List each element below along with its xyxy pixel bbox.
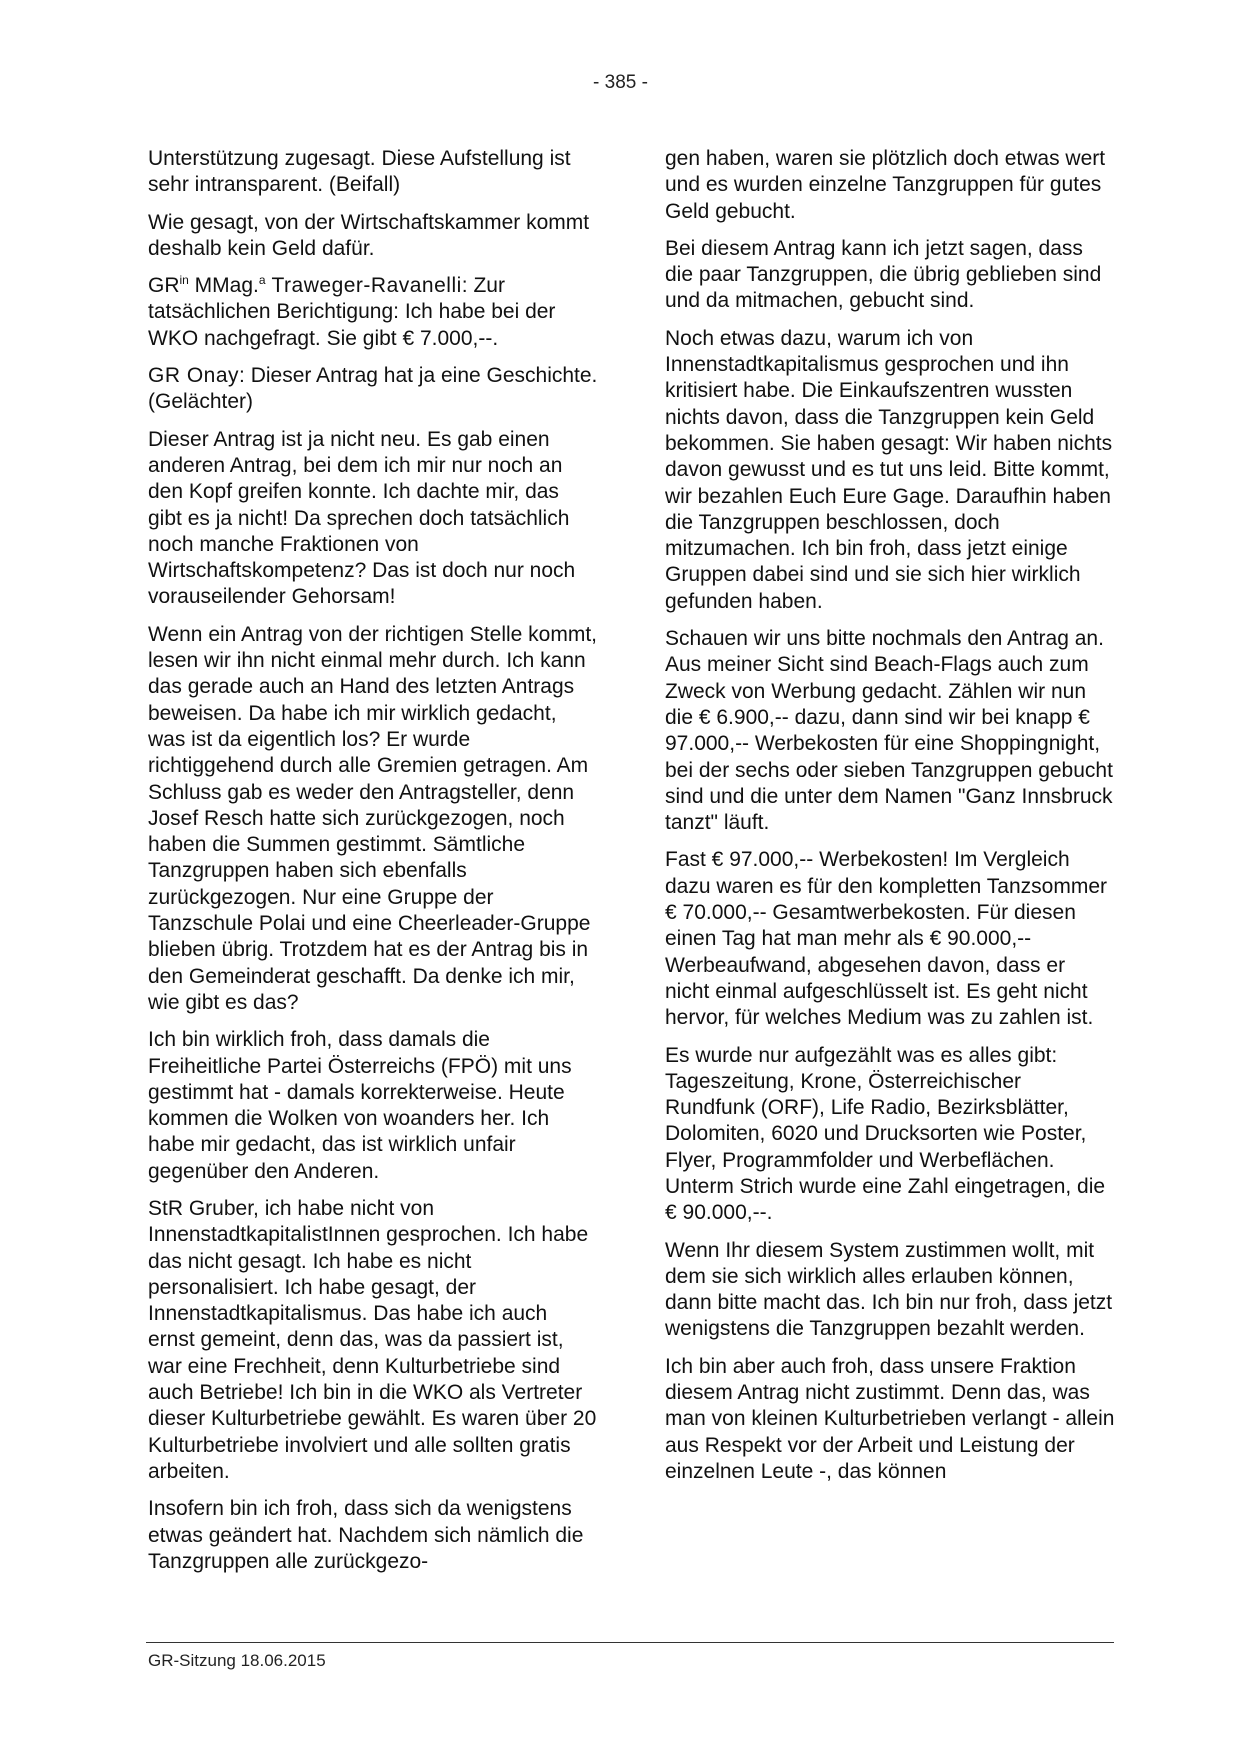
paragraph: Insofern bin ich froh, dass sich da wenigstens etwas geändert hat. Nachdem sich nämlich die Tanzgruppen alle zurückgezo- <box>148 1497 584 1573</box>
paragraph: Ich bin aber auch froh, dass unsere Fraktion diesem Antrag nicht zustimmt. Denn das, was man von kleinen Kulturbetrieben verlangt - allein aus Respekt vor der Arbeit und Leistung der einzelnen Leute -, das können <box>665 1354 1115 1483</box>
speaker-title-sup: a <box>258 273 266 288</box>
paragraph: Fast € 97.000,-- Werbekosten! Im Vergleich dazu waren es für den kompletten Tanzsommer € 70.000,-- Gesamtwerbekosten. Für diesen einen Tag hat man mehr als € 90.000,-- Werbeaufwand, abgesehen davon, dass er nicht einmal aufgeschlüsselt ist. Es geht nicht hervor, für welches Medium was zu zahlen ist. <box>665 848 1108 1030</box>
speech-text: : Zur tatsächlichen Berichtigung: Ich habe bei der WKO nachgefragt. Sie gibt € 7.000,--. <box>148 274 556 350</box>
speaker-title: MMag. <box>188 274 259 298</box>
paragraph: Bei diesem Antrag kann ich jetzt sagen, dass die paar Tanzgruppen, die übrig geblieben sind und da mitmachen, gebucht sind. <box>665 236 1102 313</box>
speaker-name: GR Onay <box>148 364 240 388</box>
speaker-prefix: GR <box>148 274 180 298</box>
speaker-name: Traweger-Ravanelli <box>265 274 462 298</box>
paragraph: Unterstützung zugesagt. Diese Aufstellung ist sehr intransparent. (Beifall) <box>148 147 571 197</box>
paragraph: Es wurde nur aufgezählt was es alles gibt: Tageszeitung, Krone, Österreichischer Rundfunk (ORF), Life Radio, Bezirksblätter, Dolomiten, 6020 und Drucksorten wie Poster, Flyer, Programmfolder und Werbeflächen. Unterm Strich wurde eine Zahl eingetragen, die € 90.000,--. <box>665 1043 1106 1225</box>
right-column <box>665 146 1115 1496</box>
paragraph: Ich bin wirklich froh, dass damals die Freiheitliche Partei Österreichs (FPÖ) mit uns gestimmt hat - damals korrekterweise. Heute kommen die Wolken von woanders her. Ich habe mir gedacht, das ist wirklich unfair gegenüber den Anderen. <box>148 1028 572 1183</box>
paragraph: Wenn ein Antrag von der richtigen Stelle kommt, lesen wir ihn nicht einmal mehr durch. Ich kann das gerade auch an Hand des letzten Antrags beweisen. Da habe ich mir wirklich gedacht, was ist da eigentlich los? Er wurde richtiggehend durch alle Gremien getragen. Am Schluss gab es weder den Antragsteller, denn Josef Resch hatte sich zurückgezogen, noch haben die Summen gestimmt. Sämtliche Tanzgruppen haben sich ebenfalls zurückgezogen. Nur eine Gruppe der Tanzschule Polai und eine Cheerleader-Gruppe blieben übrig. Trotzdem hat es der Antrag bis in den Gemeinderat geschafft. Da denke ich mir, wie gibt es das? <box>148 622 598 1014</box>
left-column <box>148 146 598 1586</box>
paragraph: Noch etwas dazu, warum ich von Innenstadtkapitalismus gesprochen und ihn kritisiert habe. Die Einkaufszentren wussten nichts davon, dass die Tanzgruppen kein Geld bekommen. Sie haben gesagt: Wir haben nichts davon gewusst und es tut uns leid. Bitte kommt, wir bezahlen Euch Eure Gage. Daraufhin haben die Tanzgruppen beschlossen, doch mitzumachen. Ich bin froh, dass jetzt einige Gruppen dabei sind und sie sich hier wirklich gefunden haben. <box>665 326 1113 613</box>
paragraph: Wenn Ihr diesem System zustimmen wollt, mit dem sie sich wirklich alles erlauben können, dann bitte macht das. Ich bin nur froh, dass jetzt wenigstens die Tanzgruppen bezahlt werden. <box>665 1238 1113 1341</box>
footer-session-date: GR-Sitzung 18.06.2015 <box>148 1651 326 1670</box>
paragraph: Dieser Antrag ist ja nicht neu. Es gab einen anderen Antrag, bei dem ich mir nur noch an den Kopf greifen konnte. Ich dachte mir, das gibt es ja nicht! Da sprechen doch tatsächlich noch manche Fraktionen von Wirtschaftskompetenz? Das ist doch nur noch vorauseilender Gehorsam! <box>148 427 576 609</box>
paragraph: Wie gesagt, von der Wirtschaftskammer kommt deshalb kein Geld dafür. <box>148 210 590 260</box>
page-number: - 385 - <box>593 72 648 93</box>
speech-paragraph <box>148 273 598 352</box>
paragraph: gen haben, waren sie plötzlich doch etwas wert und es wurden einzelne Tanzgruppen für gutes Geld gebucht. <box>665 147 1106 223</box>
speech-text: : Dieser Antrag hat ja eine Geschichte. (Gelächter) <box>148 364 598 414</box>
speaker-prefix-sup: in <box>179 273 189 288</box>
speech-paragraph <box>148 363 598 416</box>
paragraph: Schauen wir uns bitte nochmals den Antrag an. Aus meiner Sicht sind Beach-Flags auch zum Zweck von Werbung gedacht. Zählen wir nun die € 6.900,-- dazu, dann sind wir bei knapp € 97.000,-- Werbekosten für eine Shoppingnight, bei der sechs oder sieben Tanzgruppen gebucht sind und die unter dem Namen "Ganz Innsbruck tanzt" läuft. <box>665 627 1113 835</box>
footer-divider <box>146 1642 1114 1643</box>
paragraph: StR Gruber, ich habe nicht von InnenstadtkapitalistInnen gesprochen. Ich habe das nicht gesagt. Ich habe es nicht personalisiert. Ich habe gesagt, der Innenstadtkapitalismus. Das habe ich auch ernst gemeint, denn das, was da passiert ist, war eine Frechheit, denn Kulturbetriebe sind auch Betriebe! Ich bin in die WKO als Vertreter dieser Kulturbetriebe gewählt. Es waren über 20 Kulturbetriebe involviert und alle sollten gratis arbeiten. <box>148 1196 597 1483</box>
